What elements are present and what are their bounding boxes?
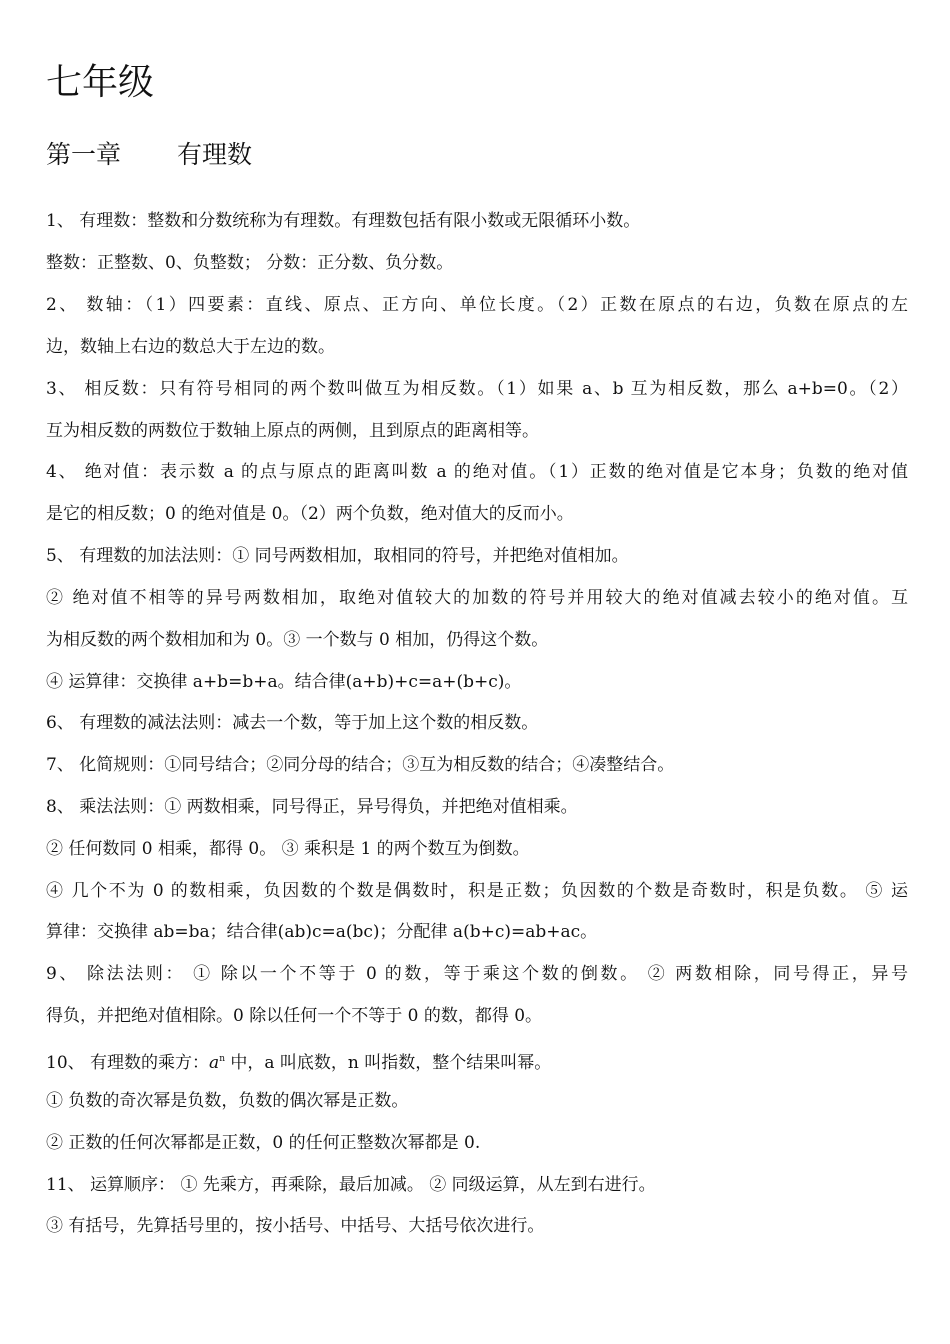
text-line: 是它的相反数；0 的绝对值是 0。（2）两个负数，绝对值大的反而小。 — [46, 504, 574, 524]
power-exponent: n — [219, 1054, 225, 1064]
text-line-power — [46, 1047, 908, 1075]
text-line: ③ 有括号，先算括号里的，按小括号、中括号、大括号依次进行。 — [46, 1216, 545, 1236]
text-line: 7、 化简规则：①同号结合；②同分母的结合；③互为相反数的结合；④凑整结合。 — [46, 755, 675, 775]
text-line: 1、 有理数：整数和分数统称为有理数。有理数包括有限小数或无限循环小数。 — [46, 211, 641, 231]
text-line: 4、 绝对值：表示数 a 的点与原点的距离叫数 a 的绝对值。（1）正数的绝对值是它本身；负数的绝对值 — [46, 462, 908, 482]
text-line: 为相反数的两个数相加和为 0。③ 一个数与 0 相加，仍得这个数。 — [46, 630, 549, 650]
text-line: 边，数轴上右边的数总大于左边的数。 — [46, 337, 335, 357]
power-prefix: 10、 有理数的乘方： — [46, 1053, 210, 1073]
text-line: 整数：正整数、0、负整数； 分数：正分数、负分数。 — [46, 253, 454, 273]
text-line: 互为相反数的两数位于数轴上原点的两侧，且到原点的距离相等。 — [46, 421, 539, 441]
text-line: 得负，并把绝对值相除。0 除以任何一个不等于 0 的数，都得 0。 — [46, 1006, 543, 1026]
text-line: ② 正数的任何次幂都是正数，0 的任何正整数次幂都是 0. — [46, 1133, 481, 1153]
text-line: ④ 几个不为 0 的数相乘，负因数的个数是偶数时，积是正数；负因数的个数是奇数时，积是负数。 ⑤ 运 — [46, 881, 908, 901]
text-line: ② 任何数同 0 相乘，都得 0。 ③ 乘积是 1 的两个数互为倒数。 — [46, 839, 530, 859]
text-line: 6、 有理数的减法法则：减去一个数，等于加上这个数的相反数。 — [46, 713, 539, 733]
text-line: 5、 有理数的加法法则：① 同号两数相加，取相同的符号，并把绝对值相加。 — [46, 546, 629, 566]
text-line: 算律：交换律 ab=ba；结合律(ab)c=a(bc)；分配律 a(b+c)=ab+ac。 — [46, 922, 598, 942]
text-line: 8、 乘法法则：① 两数相乘，同号得正，异号得负，并把绝对值相乘。 — [46, 797, 578, 817]
text-line: ② 绝对值不相等的异号两数相加，取绝对值较大的加数的符号并用较大的绝对值减去较小的绝对值。互 — [46, 588, 908, 608]
text-line: ④ 运算律：交换律 a+b=b+a。结合律(a+b)+c=a+(b+c)。 — [46, 672, 522, 692]
text-line: 2、 数轴：（1）四要素：直线、原点、正方向、单位长度。（2）正数在原点的右边，负数在原点的左 — [46, 295, 908, 315]
power-base: a — [209, 1053, 220, 1073]
text-line: 11、 运算顺序： ① 先乘方，再乘除，最后加减。 ② 同级运算，从左到右进行。 — [46, 1175, 656, 1195]
text-line: 9、 除法法则： ① 除以一个不等于 0 的数，等于乘这个数的倒数。 ② 两数相除，同号得正，异号 — [46, 964, 908, 984]
chapter-heading — [46, 138, 252, 172]
chapter-name: 有理数 — [177, 140, 253, 169]
chapter-label: 第一章 — [46, 140, 122, 169]
power-suffix: 中，a 叫底数，n 叫指数，整个结果叫幂。 — [224, 1053, 552, 1073]
text-line: ① 负数的奇次幂是负数，负数的偶次幂是正数。 — [46, 1091, 409, 1111]
text-line: 3、 相反数：只有符号相同的两个数叫做互为相反数。（1）如果 a、b 互为相反数，那么 a+b=0。（2） — [46, 379, 908, 399]
grade-title: 七年级 — [46, 62, 155, 103]
